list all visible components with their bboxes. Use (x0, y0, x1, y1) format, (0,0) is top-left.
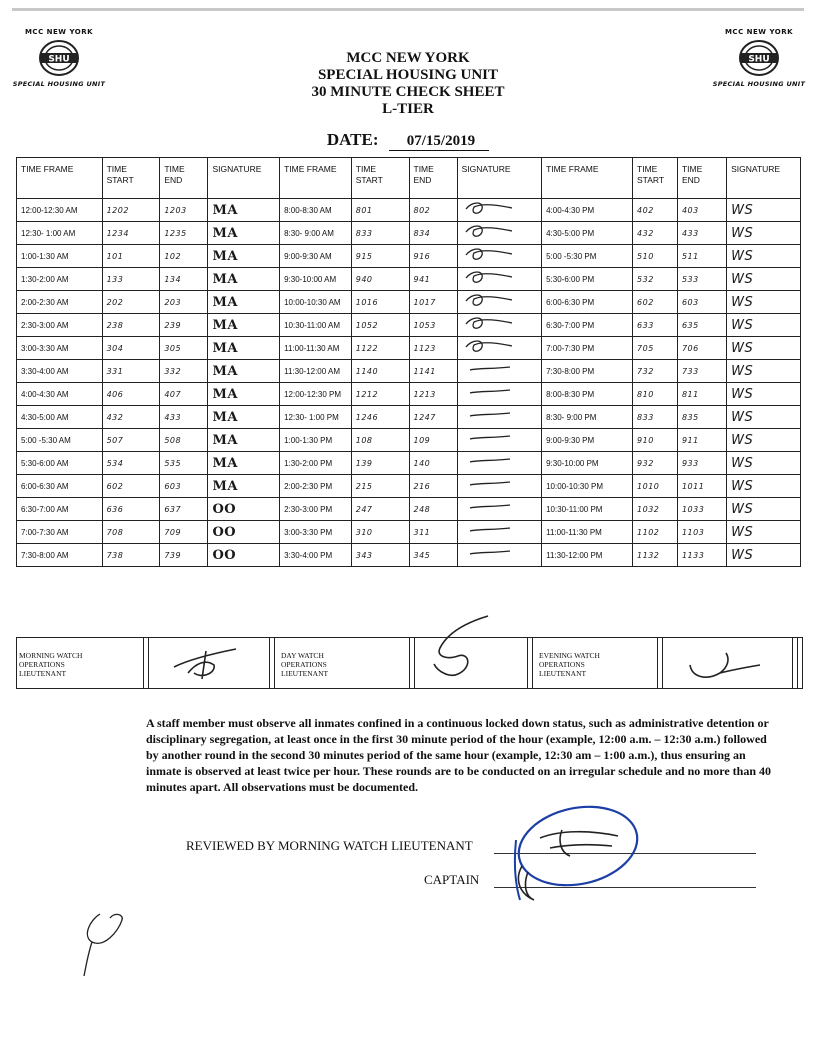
signature-cell: MA (208, 452, 280, 475)
date-label: DATE: (326, 130, 379, 149)
day-signature-mark (462, 360, 522, 378)
signature-cell (457, 406, 541, 429)
time-frame-cell: 3:30-4:00 AM (17, 360, 103, 383)
signature-cell (457, 337, 541, 360)
day-signature-mark (462, 337, 522, 355)
header-sheet-title: 30 MINUTE CHECK SHEET (311, 84, 505, 100)
time-start-cell: 304 (102, 337, 160, 360)
morning-watch-label: MORNING WATCH OPERATIONS LIEUTENANT (19, 651, 83, 678)
signature-cell (457, 452, 541, 475)
signature-cell: MA (208, 337, 280, 360)
time-start-cell: 636 (102, 498, 160, 521)
time-frame-cell: 6:30-7:00 AM (17, 498, 103, 521)
signature-cell: WS (727, 245, 801, 268)
day-signature-mark (462, 268, 522, 286)
time-end-cell: 1141 (409, 360, 457, 383)
signature-cell: MA (208, 291, 280, 314)
time-start-cell: 810 (633, 383, 678, 406)
time-start-cell: 139 (351, 452, 409, 475)
time-end-cell: 1247 (409, 406, 457, 429)
time-end-cell: 403 (677, 199, 726, 222)
table-header-row (17, 158, 801, 199)
table-row (17, 452, 801, 475)
time-end-cell: 835 (677, 406, 726, 429)
sheet-header (0, 50, 816, 118)
signature-cell: WS (727, 199, 801, 222)
column-header: TIME START (351, 158, 409, 199)
day-signature-mark (462, 314, 522, 332)
time-frame-cell: 9:00-9:30 PM (542, 429, 633, 452)
time-frame-cell: 1:30-2:00 AM (17, 268, 103, 291)
column-header: TIME FRAME (17, 158, 103, 199)
time-frame-cell: 4:30-5:00 AM (17, 406, 103, 429)
day-signature-mark (462, 429, 522, 447)
time-end-cell: 109 (409, 429, 457, 452)
time-start-cell: 1132 (633, 544, 678, 567)
table-row (17, 475, 801, 498)
time-end-cell: 834 (409, 222, 457, 245)
time-start-cell: 510 (633, 245, 678, 268)
time-start-cell: 833 (633, 406, 678, 429)
time-start-cell: 1140 (351, 360, 409, 383)
time-end-cell: 911 (677, 429, 726, 452)
time-start-cell: 602 (633, 291, 678, 314)
time-start-cell: 432 (633, 222, 678, 245)
time-frame-cell: 8:00-8:30 PM (542, 383, 633, 406)
signature-cell: WS (727, 360, 801, 383)
table-row (17, 268, 801, 291)
signature-cell: OO (208, 498, 280, 521)
signature-cell: WS (727, 452, 801, 475)
time-frame-cell: 5:30-6:00 AM (17, 452, 103, 475)
column-header: SIGNATURE (208, 158, 280, 199)
column-header: TIME START (633, 158, 678, 199)
time-start-cell: 331 (102, 360, 160, 383)
time-start-cell: 247 (351, 498, 409, 521)
header-unit: SPECIAL HOUSING UNIT (317, 67, 499, 83)
time-frame-cell: 7:00-7:30 PM (542, 337, 633, 360)
time-frame-cell: 12:00-12:30 PM (280, 383, 352, 406)
day-signature-mark (462, 245, 522, 263)
policy-text: A staff member must observe all inmates confined in a continuous locked down status, such as administrative detention or disciplinary segregation, at least once in the first 30 minute period of the hour (example, 12:00 a.m. – 12:30 a.m.) followed by another round in the second 30 minutes period of the same hour (example, 12:30 am – 1:00 a.m.), thus ensuring an inmate is observed at least twice per hour. These rounds are to be conducted on an irregular schedule and no more than 40 minutes apart. All observations must be documented. (146, 716, 772, 794)
time-start-cell: 310 (351, 521, 409, 544)
time-start-cell: 1234 (102, 222, 160, 245)
table-row (17, 337, 801, 360)
evening-watch-label: EVENING WATCH OPERATIONS LIEUTENANT (539, 651, 600, 678)
time-start-cell: 507 (102, 429, 160, 452)
signature-cell (457, 199, 541, 222)
signature-cell: WS (727, 291, 801, 314)
time-frame-cell: 1:00-1:30 PM (280, 429, 352, 452)
time-start-cell: 833 (351, 222, 409, 245)
column-header: SIGNATURE (727, 158, 801, 199)
signature-cell: MA (208, 406, 280, 429)
table-row (17, 383, 801, 406)
table-row (17, 222, 801, 245)
time-frame-cell: 12:30- 1:00 PM (280, 406, 352, 429)
time-frame-cell: 10:30-11:00 AM (280, 314, 352, 337)
time-start-cell: 343 (351, 544, 409, 567)
day-signature-mark (462, 406, 522, 424)
table-row (17, 199, 801, 222)
time-end-cell: 1033 (677, 498, 726, 521)
header-facility: MCC NEW YORK (346, 50, 470, 66)
time-frame-cell: 11:30-12:00 PM (542, 544, 633, 567)
day-signature-mark (462, 544, 522, 562)
day-signature-mark (462, 291, 522, 309)
time-end-cell: 433 (160, 406, 208, 429)
time-frame-cell: 8:30- 9:00 PM (542, 406, 633, 429)
time-end-cell: 511 (677, 245, 726, 268)
day-signature-mark (462, 199, 522, 217)
time-end-cell: 709 (160, 521, 208, 544)
lieutenant-signature-box (16, 637, 803, 689)
time-end-cell: 811 (677, 383, 726, 406)
time-start-cell: 732 (633, 360, 678, 383)
time-frame-cell: 10:30-11:00 PM (542, 498, 633, 521)
time-frame-cell: 9:30-10:00 AM (280, 268, 352, 291)
time-end-cell: 533 (677, 268, 726, 291)
captain-label: CAPTAIN (424, 872, 480, 887)
time-frame-cell: 4:30-5:00 PM (542, 222, 633, 245)
signature-cell: WS (727, 498, 801, 521)
logo-top-text: MCC NEW YORK (24, 28, 94, 36)
table-row (17, 360, 801, 383)
scan-top-edge (12, 8, 804, 11)
signature-cell: MA (208, 360, 280, 383)
time-end-cell: 1133 (677, 544, 726, 567)
time-end-cell: 1235 (160, 222, 208, 245)
time-frame-cell: 10:00-10:30 PM (542, 475, 633, 498)
time-end-cell: 433 (677, 222, 726, 245)
table-row (17, 314, 801, 337)
day-signature-mark (462, 222, 522, 240)
time-end-cell: 216 (409, 475, 457, 498)
time-end-cell: 407 (160, 383, 208, 406)
time-start-cell: 602 (102, 475, 160, 498)
signature-cell (457, 383, 541, 406)
time-frame-cell: 8:30- 9:00 AM (280, 222, 352, 245)
svg-text:SHU: SHU (748, 54, 770, 65)
time-start-cell: 1202 (102, 199, 160, 222)
time-frame-cell: 11:00-11:30 AM (280, 337, 352, 360)
time-frame-cell: 7:30-8:00 PM (542, 360, 633, 383)
signature-cell: MA (208, 222, 280, 245)
time-end-cell: 1203 (160, 199, 208, 222)
time-frame-cell: 5:30-6:00 PM (542, 268, 633, 291)
time-frame-cell: 7:30-8:00 AM (17, 544, 103, 567)
signature-cell (457, 314, 541, 337)
time-start-cell: 910 (633, 429, 678, 452)
time-frame-cell: 6:30-7:00 PM (542, 314, 633, 337)
time-start-cell: 1122 (351, 337, 409, 360)
time-frame-cell: 12:30- 1:00 AM (17, 222, 103, 245)
time-frame-cell: 10:00-10:30 AM (280, 291, 352, 314)
time-start-cell: 738 (102, 544, 160, 567)
time-start-cell: 215 (351, 475, 409, 498)
signature-cell: WS (727, 222, 801, 245)
check-table (16, 157, 801, 567)
signature-cell: WS (727, 429, 801, 452)
logo-top-text: MCC NEW YORK (724, 28, 794, 36)
time-start-cell: 101 (102, 245, 160, 268)
time-frame-cell: 4:00-4:30 AM (17, 383, 103, 406)
time-frame-cell: 2:00-2:30 AM (17, 291, 103, 314)
date-row (0, 130, 816, 151)
signature-cell (457, 521, 541, 544)
header-tier: L-TIER (382, 101, 434, 117)
time-start-cell: 1246 (351, 406, 409, 429)
logo-bottom-text: SPECIAL HOUSING UNIT (12, 80, 106, 88)
signature-cell (457, 291, 541, 314)
signature-cell: OO (208, 544, 280, 567)
time-frame-cell: 4:00-4:30 PM (542, 199, 633, 222)
signature-cell (457, 245, 541, 268)
time-end-cell: 345 (409, 544, 457, 567)
time-end-cell: 706 (677, 337, 726, 360)
svg-text:SHU: SHU (48, 54, 70, 65)
time-end-cell: 1017 (409, 291, 457, 314)
time-start-cell: 532 (633, 268, 678, 291)
signature-cell: WS (727, 383, 801, 406)
signature-cell: WS (727, 475, 801, 498)
time-frame-cell: 3:00-3:30 PM (280, 521, 352, 544)
time-frame-cell: 9:30-10:00 PM (542, 452, 633, 475)
morning-lieutenant-signature (166, 643, 246, 683)
column-header: TIME START (102, 158, 160, 199)
time-frame-cell: 11:00-11:30 PM (542, 521, 633, 544)
signature-cell: MA (208, 314, 280, 337)
time-end-cell: 1123 (409, 337, 457, 360)
time-end-cell: 203 (160, 291, 208, 314)
column-header: TIME END (409, 158, 457, 199)
time-frame-cell: 2:00-2:30 PM (280, 475, 352, 498)
initials-mark (70, 910, 140, 980)
time-end-cell: 140 (409, 452, 457, 475)
time-start-cell: 202 (102, 291, 160, 314)
time-frame-cell: 1:00-1:30 AM (17, 245, 103, 268)
date-value: 07/15/2019 (389, 133, 489, 151)
time-end-cell: 134 (160, 268, 208, 291)
table-row (17, 245, 801, 268)
signature-cell (457, 544, 541, 567)
time-end-cell: 535 (160, 452, 208, 475)
signature-cell: WS (727, 314, 801, 337)
day-signature-mark (462, 475, 522, 493)
time-start-cell: 108 (351, 429, 409, 452)
time-start-cell: 801 (351, 199, 409, 222)
time-frame-cell: 2:30-3:00 PM (280, 498, 352, 521)
signature-cell: MA (208, 268, 280, 291)
time-start-cell: 402 (633, 199, 678, 222)
time-end-cell: 739 (160, 544, 208, 567)
time-frame-cell: 6:00-6:30 AM (17, 475, 103, 498)
time-start-cell: 1052 (351, 314, 409, 337)
time-end-cell: 603 (677, 291, 726, 314)
signature-cell (457, 268, 541, 291)
time-end-cell: 1103 (677, 521, 726, 544)
time-end-cell: 941 (409, 268, 457, 291)
day-watch-label: DAY WATCH OPERATIONS LIEUTENANT (281, 651, 329, 678)
day-signature-mark (462, 498, 522, 516)
time-frame-cell: 3:00-3:30 AM (17, 337, 103, 360)
day-signature-mark (462, 452, 522, 470)
evening-lieutenant-signature (686, 645, 766, 685)
time-start-cell: 1010 (633, 475, 678, 498)
time-start-cell: 432 (102, 406, 160, 429)
time-end-cell: 733 (677, 360, 726, 383)
day-signature-mark (462, 521, 522, 539)
time-end-cell: 508 (160, 429, 208, 452)
time-frame-cell: 1:30-2:00 PM (280, 452, 352, 475)
time-end-cell: 603 (160, 475, 208, 498)
time-end-cell: 637 (160, 498, 208, 521)
time-frame-cell: 8:00-8:30 AM (280, 199, 352, 222)
table-row (17, 544, 801, 567)
signature-cell: WS (727, 521, 801, 544)
time-start-cell: 1212 (351, 383, 409, 406)
time-end-cell: 332 (160, 360, 208, 383)
signature-cell: MA (208, 429, 280, 452)
time-start-cell: 238 (102, 314, 160, 337)
time-frame-cell: 11:30-12:00 AM (280, 360, 352, 383)
logo-bottom-text: SPECIAL HOUSING UNIT (712, 80, 806, 88)
signature-cell (457, 475, 541, 498)
signature-cell: WS (727, 406, 801, 429)
table-row (17, 521, 801, 544)
time-end-cell: 916 (409, 245, 457, 268)
table-row (17, 291, 801, 314)
signature-cell (457, 498, 541, 521)
time-start-cell: 705 (633, 337, 678, 360)
time-frame-cell: 12:00-12:30 AM (17, 199, 103, 222)
time-end-cell: 1053 (409, 314, 457, 337)
time-frame-cell: 7:00-7:30 AM (17, 521, 103, 544)
signature-cell: WS (727, 337, 801, 360)
table-row (17, 429, 801, 452)
time-start-cell: 915 (351, 245, 409, 268)
column-header: TIME END (677, 158, 726, 199)
time-end-cell: 933 (677, 452, 726, 475)
table-row (17, 406, 801, 429)
time-end-cell: 1011 (677, 475, 726, 498)
time-end-cell: 305 (160, 337, 208, 360)
time-end-cell: 311 (409, 521, 457, 544)
time-start-cell: 633 (633, 314, 678, 337)
time-start-cell: 1016 (351, 291, 409, 314)
table-row (17, 498, 801, 521)
column-header: TIME END (160, 158, 208, 199)
column-header: TIME FRAME (542, 158, 633, 199)
column-header: SIGNATURE (457, 158, 541, 199)
time-start-cell: 133 (102, 268, 160, 291)
signature-cell: WS (727, 544, 801, 567)
time-frame-cell: 6:00-6:30 PM (542, 291, 633, 314)
day-signature-mark (462, 383, 522, 401)
time-end-cell: 239 (160, 314, 208, 337)
signature-cell: MA (208, 383, 280, 406)
reviewed-by-label: REVIEWED BY MORNING WATCH LIEUTENANT (186, 838, 473, 853)
review-signature (500, 800, 660, 910)
time-start-cell: 932 (633, 452, 678, 475)
time-start-cell: 1032 (633, 498, 678, 521)
time-frame-cell: 5:00 -5:30 AM (17, 429, 103, 452)
day-lieutenant-signature (428, 612, 508, 682)
signature-cell: MA (208, 199, 280, 222)
time-end-cell: 1213 (409, 383, 457, 406)
time-end-cell: 635 (677, 314, 726, 337)
signature-cell (457, 360, 541, 383)
time-end-cell: 102 (160, 245, 208, 268)
time-start-cell: 534 (102, 452, 160, 475)
time-start-cell: 406 (102, 383, 160, 406)
time-frame-cell: 5:00 -5:30 PM (542, 245, 633, 268)
signature-cell (457, 222, 541, 245)
time-frame-cell: 3:30-4:00 PM (280, 544, 352, 567)
time-end-cell: 802 (409, 199, 457, 222)
time-start-cell: 708 (102, 521, 160, 544)
time-start-cell: 1102 (633, 521, 678, 544)
signature-cell: OO (208, 521, 280, 544)
time-frame-cell: 2:30-3:00 AM (17, 314, 103, 337)
signature-cell: WS (727, 268, 801, 291)
signature-cell: MA (208, 475, 280, 498)
time-end-cell: 248 (409, 498, 457, 521)
time-start-cell: 940 (351, 268, 409, 291)
signature-cell: MA (208, 245, 280, 268)
column-header: TIME FRAME (280, 158, 352, 199)
signature-cell (457, 429, 541, 452)
time-frame-cell: 9:00-9:30 AM (280, 245, 352, 268)
